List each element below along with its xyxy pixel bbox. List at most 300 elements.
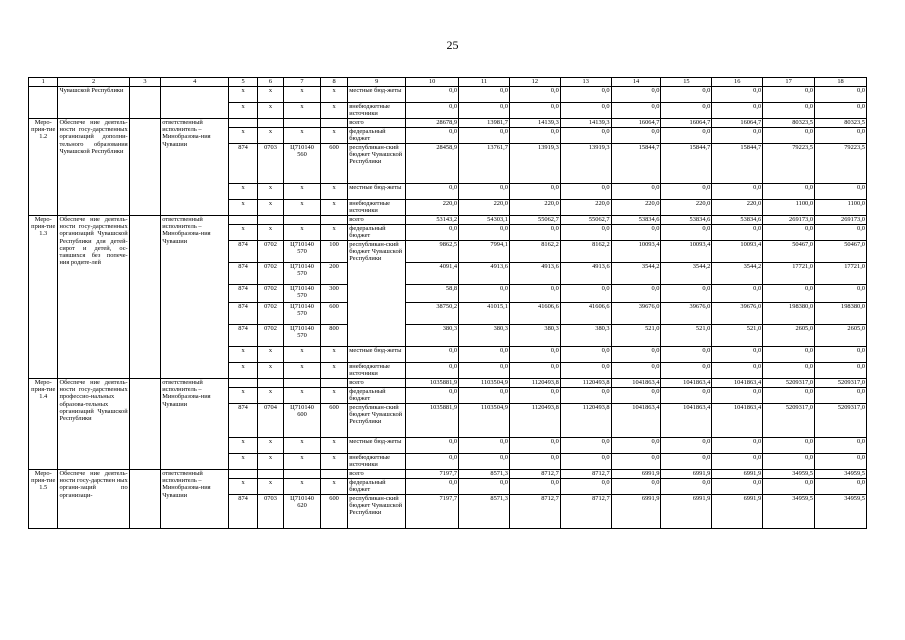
amount-cell: 0,0	[661, 438, 712, 454]
amount-cell: 10093,4	[712, 241, 763, 263]
header-cell: 14	[611, 78, 661, 87]
event-number-cell: Меро-прия-тие 1.5	[29, 470, 58, 529]
target-article-cell: Ц710140 570	[284, 285, 321, 303]
amount-cell: 0,0	[509, 87, 560, 103]
amount-cell: 39676,0	[712, 303, 763, 325]
grbs-code-cell: 874	[229, 303, 257, 325]
section-code-cell: x	[257, 87, 283, 103]
grbs-code-cell	[229, 379, 257, 388]
amount-cell: 0,0	[560, 363, 611, 379]
amount-cell: 0,0	[406, 87, 459, 103]
amount-cell: 0,0	[712, 363, 763, 379]
amount-cell: 0,0	[611, 184, 661, 200]
amount-cell: 0,0	[815, 128, 867, 144]
amount-cell: 0,0	[712, 454, 763, 470]
grbs-code-cell: x	[229, 87, 257, 103]
funding-source-cell: федеральный бюджет	[348, 388, 406, 404]
amount-cell: 0,0	[509, 184, 560, 200]
grbs-code-cell: x	[229, 363, 257, 379]
amount-cell: 15844,7	[611, 144, 661, 184]
amount-cell: 4091,4	[406, 263, 459, 285]
amount-cell: 380,3	[459, 325, 510, 347]
amount-cell: 0,0	[763, 285, 815, 303]
expense-type-cell: x	[320, 184, 347, 200]
amount-cell: 14139,3	[560, 119, 611, 128]
amount-cell: 0,0	[763, 225, 815, 241]
grbs-code-cell: 874	[229, 144, 257, 184]
expense-type-cell: 100	[320, 241, 347, 263]
target-article-cell	[284, 379, 321, 388]
section-code-cell: x	[257, 128, 283, 144]
amount-cell: 0,0	[661, 87, 712, 103]
amount-cell: 0,0	[459, 184, 510, 200]
section-code-cell: x	[257, 184, 283, 200]
amount-cell: 6991,9	[712, 470, 763, 479]
amount-cell: 0,0	[406, 184, 459, 200]
amount-cell: 0,0	[712, 128, 763, 144]
funding-source-cell: внебюджетные источники	[348, 103, 406, 119]
funding-source-cell: республикан-ский бюджет Чувашской Республики	[348, 241, 406, 347]
target-article-cell: x	[284, 128, 321, 144]
expense-type-cell	[320, 379, 347, 388]
amount-cell: 0,0	[712, 347, 763, 363]
amount-cell: 0,0	[712, 479, 763, 495]
expense-type-cell: x	[320, 479, 347, 495]
amount-cell: 0,0	[509, 128, 560, 144]
section-code-cell: x	[257, 225, 283, 241]
amount-cell: 0,0	[560, 438, 611, 454]
amount-cell: 380,3	[509, 325, 560, 347]
header-cell: 11	[459, 78, 510, 87]
funding-source-cell: республикан-ский бюджет Чувашской Республики	[348, 404, 406, 438]
amount-cell: 28678,9	[406, 119, 459, 128]
responsible-cell: ответственный исполнитель – Минобразова-ния Чувашии	[161, 470, 229, 529]
amount-cell: 521,0	[661, 325, 712, 347]
amount-cell: 39676,0	[611, 303, 661, 325]
amount-cell: 0,0	[406, 128, 459, 144]
header-cell: 4	[161, 78, 229, 87]
amount-cell: 0,0	[509, 285, 560, 303]
header-cell: 3	[129, 78, 161, 87]
section-code-cell	[257, 216, 283, 225]
grbs-code-cell	[229, 216, 257, 225]
funding-source-cell: федеральный бюджет	[348, 479, 406, 495]
amount-cell: 0,0	[459, 225, 510, 241]
amount-cell: 0,0	[611, 363, 661, 379]
target-article-cell: Ц710140 600	[284, 404, 321, 438]
amount-cell: 15844,7	[712, 144, 763, 184]
amount-cell: 1035881,9	[406, 404, 459, 438]
amount-cell: 8571,3	[459, 470, 510, 479]
amount-cell: 10093,4	[661, 241, 712, 263]
amount-cell: 7197,7	[406, 470, 459, 479]
empty-cell	[129, 379, 161, 470]
amount-cell: 9862,5	[406, 241, 459, 263]
amount-cell: 8712,7	[560, 470, 611, 479]
amount-cell: 0,0	[712, 388, 763, 404]
grbs-code-cell: 874	[229, 263, 257, 285]
amount-cell: 1041863,4	[661, 379, 712, 388]
header-cell: 5	[229, 78, 257, 87]
amount-cell: 5209317,0	[763, 379, 815, 388]
section-code-cell: x	[257, 388, 283, 404]
amount-cell: 17721,0	[815, 263, 867, 285]
grbs-code-cell: x	[229, 200, 257, 216]
amount-cell: 5209317,0	[815, 379, 867, 388]
amount-cell: 8712,7	[509, 495, 560, 529]
amount-cell: 17721,0	[763, 263, 815, 285]
amount-cell: 220,0	[611, 200, 661, 216]
amount-cell: 198380,0	[815, 303, 867, 325]
amount-cell: 5209317,0	[763, 404, 815, 438]
amount-cell: 15844,7	[661, 144, 712, 184]
grbs-code-cell: 874	[229, 325, 257, 347]
amount-cell: 1041863,4	[661, 404, 712, 438]
amount-cell: 1120493,8	[560, 404, 611, 438]
funding-source-cell: внебюджетные источники	[348, 363, 406, 379]
header-cell: 17	[763, 78, 815, 87]
target-article-cell: Ц710140 560	[284, 144, 321, 184]
amount-cell: 0,0	[459, 388, 510, 404]
grbs-code-cell: x	[229, 128, 257, 144]
amount-cell: 6991,9	[661, 470, 712, 479]
expense-type-cell: x	[320, 454, 347, 470]
target-article-cell: x	[284, 184, 321, 200]
empty-cell	[129, 470, 161, 529]
expense-type-cell: x	[320, 103, 347, 119]
amount-cell: 1103504,9	[459, 404, 510, 438]
section-code-cell: x	[257, 454, 283, 470]
grbs-code-cell: 874	[229, 495, 257, 529]
expense-type-cell	[320, 119, 347, 128]
event-name-cell: Обеспече ние деятель-ности госу-дарственных организаций Чувашской Республики для детей-сирот и детей, ос-тавшихся без попече-ния родите-лей	[58, 216, 129, 379]
amount-cell: 0,0	[763, 388, 815, 404]
budget-table-body	[29, 78, 867, 529]
amount-cell: 34959,5	[763, 495, 815, 529]
section-code-cell	[257, 119, 283, 128]
funding-source-cell: всего	[348, 119, 406, 128]
event-name-cell: Обеспече ние деятель-ности госу-дарственных профессио-нальных образова-тельных организаций Чувашской Республики	[58, 379, 129, 470]
header-cell: 1	[29, 78, 58, 87]
section-code-cell	[257, 470, 283, 479]
amount-cell: 220,0	[661, 200, 712, 216]
amount-cell: 2605,0	[815, 325, 867, 347]
section-code-cell: x	[257, 438, 283, 454]
amount-cell: 0,0	[509, 388, 560, 404]
funding-source-cell: всего	[348, 470, 406, 479]
amount-cell: 34959,5	[763, 470, 815, 479]
event-name-cell: Обеспече ние деятель-ности госу-дарственных организаций дополни-тельного образования Чувашской Республики	[58, 119, 129, 216]
amount-cell: 0,0	[661, 454, 712, 470]
amount-cell: 34959,5	[815, 470, 867, 479]
amount-cell: 0,0	[560, 225, 611, 241]
expense-type-cell	[320, 470, 347, 479]
grbs-code-cell: x	[229, 438, 257, 454]
amount-cell: 1041863,4	[611, 404, 661, 438]
amount-cell: 0,0	[509, 103, 560, 119]
amount-cell: 0,0	[763, 103, 815, 119]
target-article-cell: x	[284, 200, 321, 216]
expense-type-cell: 200	[320, 263, 347, 285]
amount-cell: 0,0	[611, 438, 661, 454]
table-row	[29, 379, 867, 388]
amount-cell: 0,0	[763, 347, 815, 363]
responsible-cell: ответственный исполнитель – Минобразова-ния Чувашии	[161, 216, 229, 379]
amount-cell: 0,0	[712, 225, 763, 241]
amount-cell: 58,8	[406, 285, 459, 303]
target-article-cell: x	[284, 87, 321, 103]
amount-cell: 0,0	[763, 87, 815, 103]
expense-type-cell: 600	[320, 404, 347, 438]
target-article-cell: x	[284, 388, 321, 404]
header-cell: 7	[284, 78, 321, 87]
amount-cell: 0,0	[406, 347, 459, 363]
expense-type-cell: 600	[320, 144, 347, 184]
amount-cell: 4913,6	[509, 263, 560, 285]
amount-cell: 0,0	[611, 87, 661, 103]
target-article-cell: Ц710140 620	[284, 495, 321, 529]
responsible-cell: ответственный исполнитель – Минобразова-ния Чувашии	[161, 119, 229, 216]
amount-cell: 0,0	[406, 454, 459, 470]
amount-cell: 0,0	[509, 438, 560, 454]
amount-cell: 0,0	[611, 388, 661, 404]
expense-type-cell: x	[320, 438, 347, 454]
section-code-cell: 0703	[257, 144, 283, 184]
amount-cell: 5209317,0	[815, 404, 867, 438]
amount-cell: 0,0	[611, 347, 661, 363]
amount-cell: 0,0	[459, 103, 510, 119]
amount-cell: 220,0	[712, 200, 763, 216]
amount-cell: 3544,2	[712, 263, 763, 285]
amount-cell: 0,0	[560, 347, 611, 363]
amount-cell: 198380,0	[763, 303, 815, 325]
amount-cell: 0,0	[406, 479, 459, 495]
amount-cell: 0,0	[611, 454, 661, 470]
expense-type-cell: 600	[320, 495, 347, 529]
section-code-cell: 0702	[257, 263, 283, 285]
event-number-cell	[29, 87, 58, 119]
amount-cell: 6991,9	[611, 495, 661, 529]
amount-cell: 16064,7	[661, 119, 712, 128]
amount-cell: 1035881,9	[406, 379, 459, 388]
amount-cell: 0,0	[661, 347, 712, 363]
expense-type-cell	[320, 216, 347, 225]
amount-cell: 1120493,8	[509, 404, 560, 438]
amount-cell: 269173,0	[815, 216, 867, 225]
amount-cell: 220,0	[459, 200, 510, 216]
section-code-cell: 0703	[257, 495, 283, 529]
amount-cell: 80323,5	[815, 119, 867, 128]
event-name-cell: Чувашской Республики	[58, 87, 129, 119]
amount-cell: 0,0	[406, 388, 459, 404]
amount-cell: 13919,3	[560, 144, 611, 184]
amount-cell: 0,0	[815, 184, 867, 200]
funding-source-cell: внебюджетные источники	[348, 454, 406, 470]
amount-cell: 0,0	[459, 454, 510, 470]
amount-cell: 0,0	[560, 103, 611, 119]
target-article-cell: Ц710140 570	[284, 263, 321, 285]
amount-cell: 50467,0	[815, 241, 867, 263]
target-article-cell: x	[284, 103, 321, 119]
target-article-cell: x	[284, 363, 321, 379]
amount-cell: 4913,6	[560, 263, 611, 285]
amount-cell: 6991,9	[611, 470, 661, 479]
grbs-code-cell: x	[229, 103, 257, 119]
header-cell: 16	[712, 78, 763, 87]
page-number: 25	[446, 38, 459, 52]
empty-cell	[129, 216, 161, 379]
amount-cell: 2605,0	[763, 325, 815, 347]
amount-cell: 8712,7	[509, 470, 560, 479]
funding-source-cell: республикан-ский бюджет Чувашской Республики	[348, 144, 406, 184]
amount-cell: 7197,7	[406, 495, 459, 529]
amount-cell: 28458,9	[406, 144, 459, 184]
grbs-code-cell: x	[229, 225, 257, 241]
amount-cell: 0,0	[459, 479, 510, 495]
amount-cell: 0,0	[763, 184, 815, 200]
target-article-cell: x	[284, 454, 321, 470]
grbs-code-cell: 874	[229, 404, 257, 438]
empty-cell	[129, 119, 161, 216]
amount-cell: 0,0	[815, 438, 867, 454]
section-code-cell: x	[257, 479, 283, 495]
amount-cell: 79223,5	[815, 144, 867, 184]
funding-source-cell: республикан-ский бюджет Чувашской Республики	[348, 495, 406, 529]
amount-cell: 0,0	[712, 184, 763, 200]
amount-cell: 8571,3	[459, 495, 510, 529]
amount-cell: 0,0	[661, 184, 712, 200]
expense-type-cell: x	[320, 128, 347, 144]
target-article-cell: x	[284, 347, 321, 363]
amount-cell: 0,0	[560, 454, 611, 470]
amount-cell: 8162,2	[509, 241, 560, 263]
expense-type-cell: 800	[320, 325, 347, 347]
amount-cell: 38750,2	[406, 303, 459, 325]
grbs-code-cell: x	[229, 454, 257, 470]
amount-cell: 0,0	[509, 225, 560, 241]
expense-type-cell: x	[320, 225, 347, 241]
empty-cell	[129, 87, 161, 119]
section-code-cell: 0702	[257, 325, 283, 347]
amount-cell: 220,0	[560, 200, 611, 216]
funding-source-cell: всего	[348, 216, 406, 225]
amount-cell: 0,0	[509, 454, 560, 470]
grbs-code-cell	[229, 119, 257, 128]
header-cell: 6	[257, 78, 283, 87]
amount-cell: 1041863,4	[712, 404, 763, 438]
amount-cell: 0,0	[661, 363, 712, 379]
expense-type-cell: 300	[320, 285, 347, 303]
grbs-code-cell: 874	[229, 241, 257, 263]
target-article-cell: Ц710140 570	[284, 325, 321, 347]
amount-cell: 50467,0	[763, 241, 815, 263]
header-row	[29, 78, 867, 87]
amount-cell: 0,0	[459, 438, 510, 454]
amount-cell: 0,0	[509, 479, 560, 495]
amount-cell: 0,0	[509, 363, 560, 379]
target-article-cell: x	[284, 225, 321, 241]
target-article-cell: Ц710140 570	[284, 241, 321, 263]
section-code-cell: x	[257, 200, 283, 216]
target-article-cell: x	[284, 479, 321, 495]
funding-source-cell: внебюджетные источники	[348, 200, 406, 216]
amount-cell: 0,0	[763, 363, 815, 379]
amount-cell: 39676,0	[661, 303, 712, 325]
funding-source-cell: местные бюд-жеты	[348, 438, 406, 454]
amount-cell: 1120493,8	[560, 379, 611, 388]
section-code-cell: 0704	[257, 404, 283, 438]
header-cell: 10	[406, 78, 459, 87]
amount-cell: 0,0	[406, 103, 459, 119]
amount-cell: 0,0	[509, 347, 560, 363]
expense-type-cell: x	[320, 388, 347, 404]
amount-cell: 0,0	[560, 87, 611, 103]
amount-cell: 0,0	[712, 103, 763, 119]
expense-type-cell: x	[320, 363, 347, 379]
amount-cell: 14139,3	[509, 119, 560, 128]
amount-cell: 0,0	[611, 128, 661, 144]
funding-source-cell: местные бюд-жеты	[348, 347, 406, 363]
amount-cell: 0,0	[459, 128, 510, 144]
amount-cell: 0,0	[763, 479, 815, 495]
header-cell: 9	[348, 78, 406, 87]
amount-cell: 0,0	[815, 454, 867, 470]
amount-cell: 0,0	[815, 285, 867, 303]
target-article-cell	[284, 216, 321, 225]
section-code-cell: 0702	[257, 303, 283, 325]
target-article-cell: Ц710140 570	[284, 303, 321, 325]
amount-cell: 0,0	[815, 225, 867, 241]
header-cell: 8	[320, 78, 347, 87]
target-article-cell	[284, 470, 321, 479]
expense-type-cell: x	[320, 200, 347, 216]
amount-cell: 8162,2	[560, 241, 611, 263]
amount-cell: 220,0	[509, 200, 560, 216]
section-code-cell: 0702	[257, 241, 283, 263]
amount-cell: 53834,6	[611, 216, 661, 225]
amount-cell: 0,0	[560, 388, 611, 404]
amount-cell: 1041863,4	[712, 379, 763, 388]
amount-cell: 0,0	[560, 128, 611, 144]
table-row	[29, 470, 867, 479]
table-row	[29, 87, 867, 103]
amount-cell: 269173,0	[763, 216, 815, 225]
amount-cell: 0,0	[661, 388, 712, 404]
amount-cell: 0,0	[560, 285, 611, 303]
amount-cell: 53834,6	[661, 216, 712, 225]
amount-cell: 41015,1	[459, 303, 510, 325]
funding-source-cell: всего	[348, 379, 406, 388]
section-code-cell: x	[257, 103, 283, 119]
amount-cell: 3544,2	[611, 263, 661, 285]
amount-cell: 55062,7	[560, 216, 611, 225]
responsible-cell: ответственный исполнитель – Минобразова-ния Чувашии	[161, 379, 229, 470]
header-cell: 12	[509, 78, 560, 87]
amount-cell: 3544,2	[661, 263, 712, 285]
amount-cell: 0,0	[815, 388, 867, 404]
amount-cell: 0,0	[763, 438, 815, 454]
grbs-code-cell: 874	[229, 285, 257, 303]
amount-cell: 0,0	[763, 128, 815, 144]
amount-cell: 0,0	[611, 479, 661, 495]
section-code-cell: x	[257, 363, 283, 379]
amount-cell: 0,0	[661, 225, 712, 241]
expense-type-cell: x	[320, 87, 347, 103]
event-number-cell: Меро-прия-тие 1.4	[29, 379, 58, 470]
amount-cell: 0,0	[763, 454, 815, 470]
amount-cell: 0,0	[459, 347, 510, 363]
amount-cell: 79223,5	[763, 144, 815, 184]
